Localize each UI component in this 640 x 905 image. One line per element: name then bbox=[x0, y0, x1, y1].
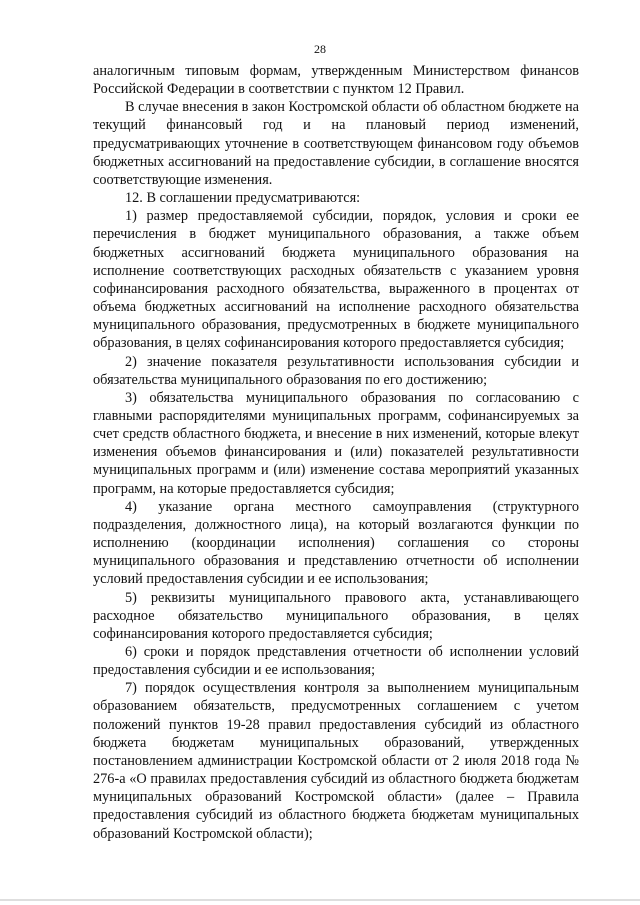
list-item-2: 2) значение показателя результативности использования субсидии и обязательства муниципального образования по его достижению; bbox=[93, 353, 579, 388]
paragraph-amendments: В случае внесения в закон Костромской области об областном бюджете на текущий финансовый год и на плановый период изменений, предусматривающих уточнение в соответствующем финансовом году объемов бюджетных ассигнований на предоставление субсидии, в соглашение вносятся соответствующие изменения. bbox=[93, 99, 579, 188]
list-item-6: 6) сроки и порядок представления отчетности об исполнении условий предоставления субсидии и ее использования; bbox=[93, 644, 579, 679]
list-item-3: 3) обязательства муниципального образования по согласованию с главными распорядителями муниципальных программ, софинансируемых за счет средств областного бюджета, и внесение в них изменений, которые влекут изменения объемов финансирования и (или) показателей результативности муниципальных программ и (или) изменение состава мероприятий указанных программ, на которые предоставляется субсидия; bbox=[93, 389, 579, 497]
page-bottom-edge bbox=[0, 899, 640, 901]
list-item-5: 5) реквизиты муниципального правового акта, устанавливающего расходное обязательство муниципального образования, в целях софинансирования которого предоставляется субсидия; bbox=[93, 589, 579, 642]
document-body bbox=[93, 62, 579, 843]
page-number: 28 bbox=[314, 42, 326, 56]
paragraph-item-12: 12. В соглашении предусматриваются: bbox=[125, 190, 361, 207]
list-item-1: 1) размер предоставляемой субсидии, порядок, условия и сроки ее перечисления в бюджет муниципального образования, а также объем бюджетных ассигнований бюджета муниципального образования на исполнение соответствующих расходных обязательств с указанием уровня софинансирования расходного обязательства, выраженного в процентах от объема бюджетных ассигнований на исполнение расходного обязательства муниципального образования, предусмотренных в бюджете муниципального образования, в целях софинансирования которого предоставляется субсидия; bbox=[93, 208, 579, 352]
list-item-7: 7) порядок осуществления контроля за выполнением муниципальным образованием обязательств, предусмотренных соглашением с учетом положений пунктов 19-28 правил предоставления субсидий из областного бюджета бюджетам муниципальных образований, утвержденных постановлением администрации Костромской области от 2 июля 2018 года № 276-а «О правилах предоставления субсидий из областного бюджета бюджетам муниципальных образований Костромской области» (далее – Правила предоставления субсидий из областного бюджета бюджетам муниципальных образований Костромской области); bbox=[93, 680, 579, 842]
list-item-4: 4) указание органа местного самоуправления (структурного подразделения, должностного лица), на который возлагаются функции по исполнению (координации исполнения) соглашения со стороны муниципального образования и представлению отчетности об исполнении условий предоставления субсидии и ее использования; bbox=[93, 498, 579, 588]
paragraph-continuation: аналогичным типовым формам, утвержденным Министерством финансов Российской Федерации в соответствии с пунктом 12 Правил. bbox=[93, 63, 579, 98]
